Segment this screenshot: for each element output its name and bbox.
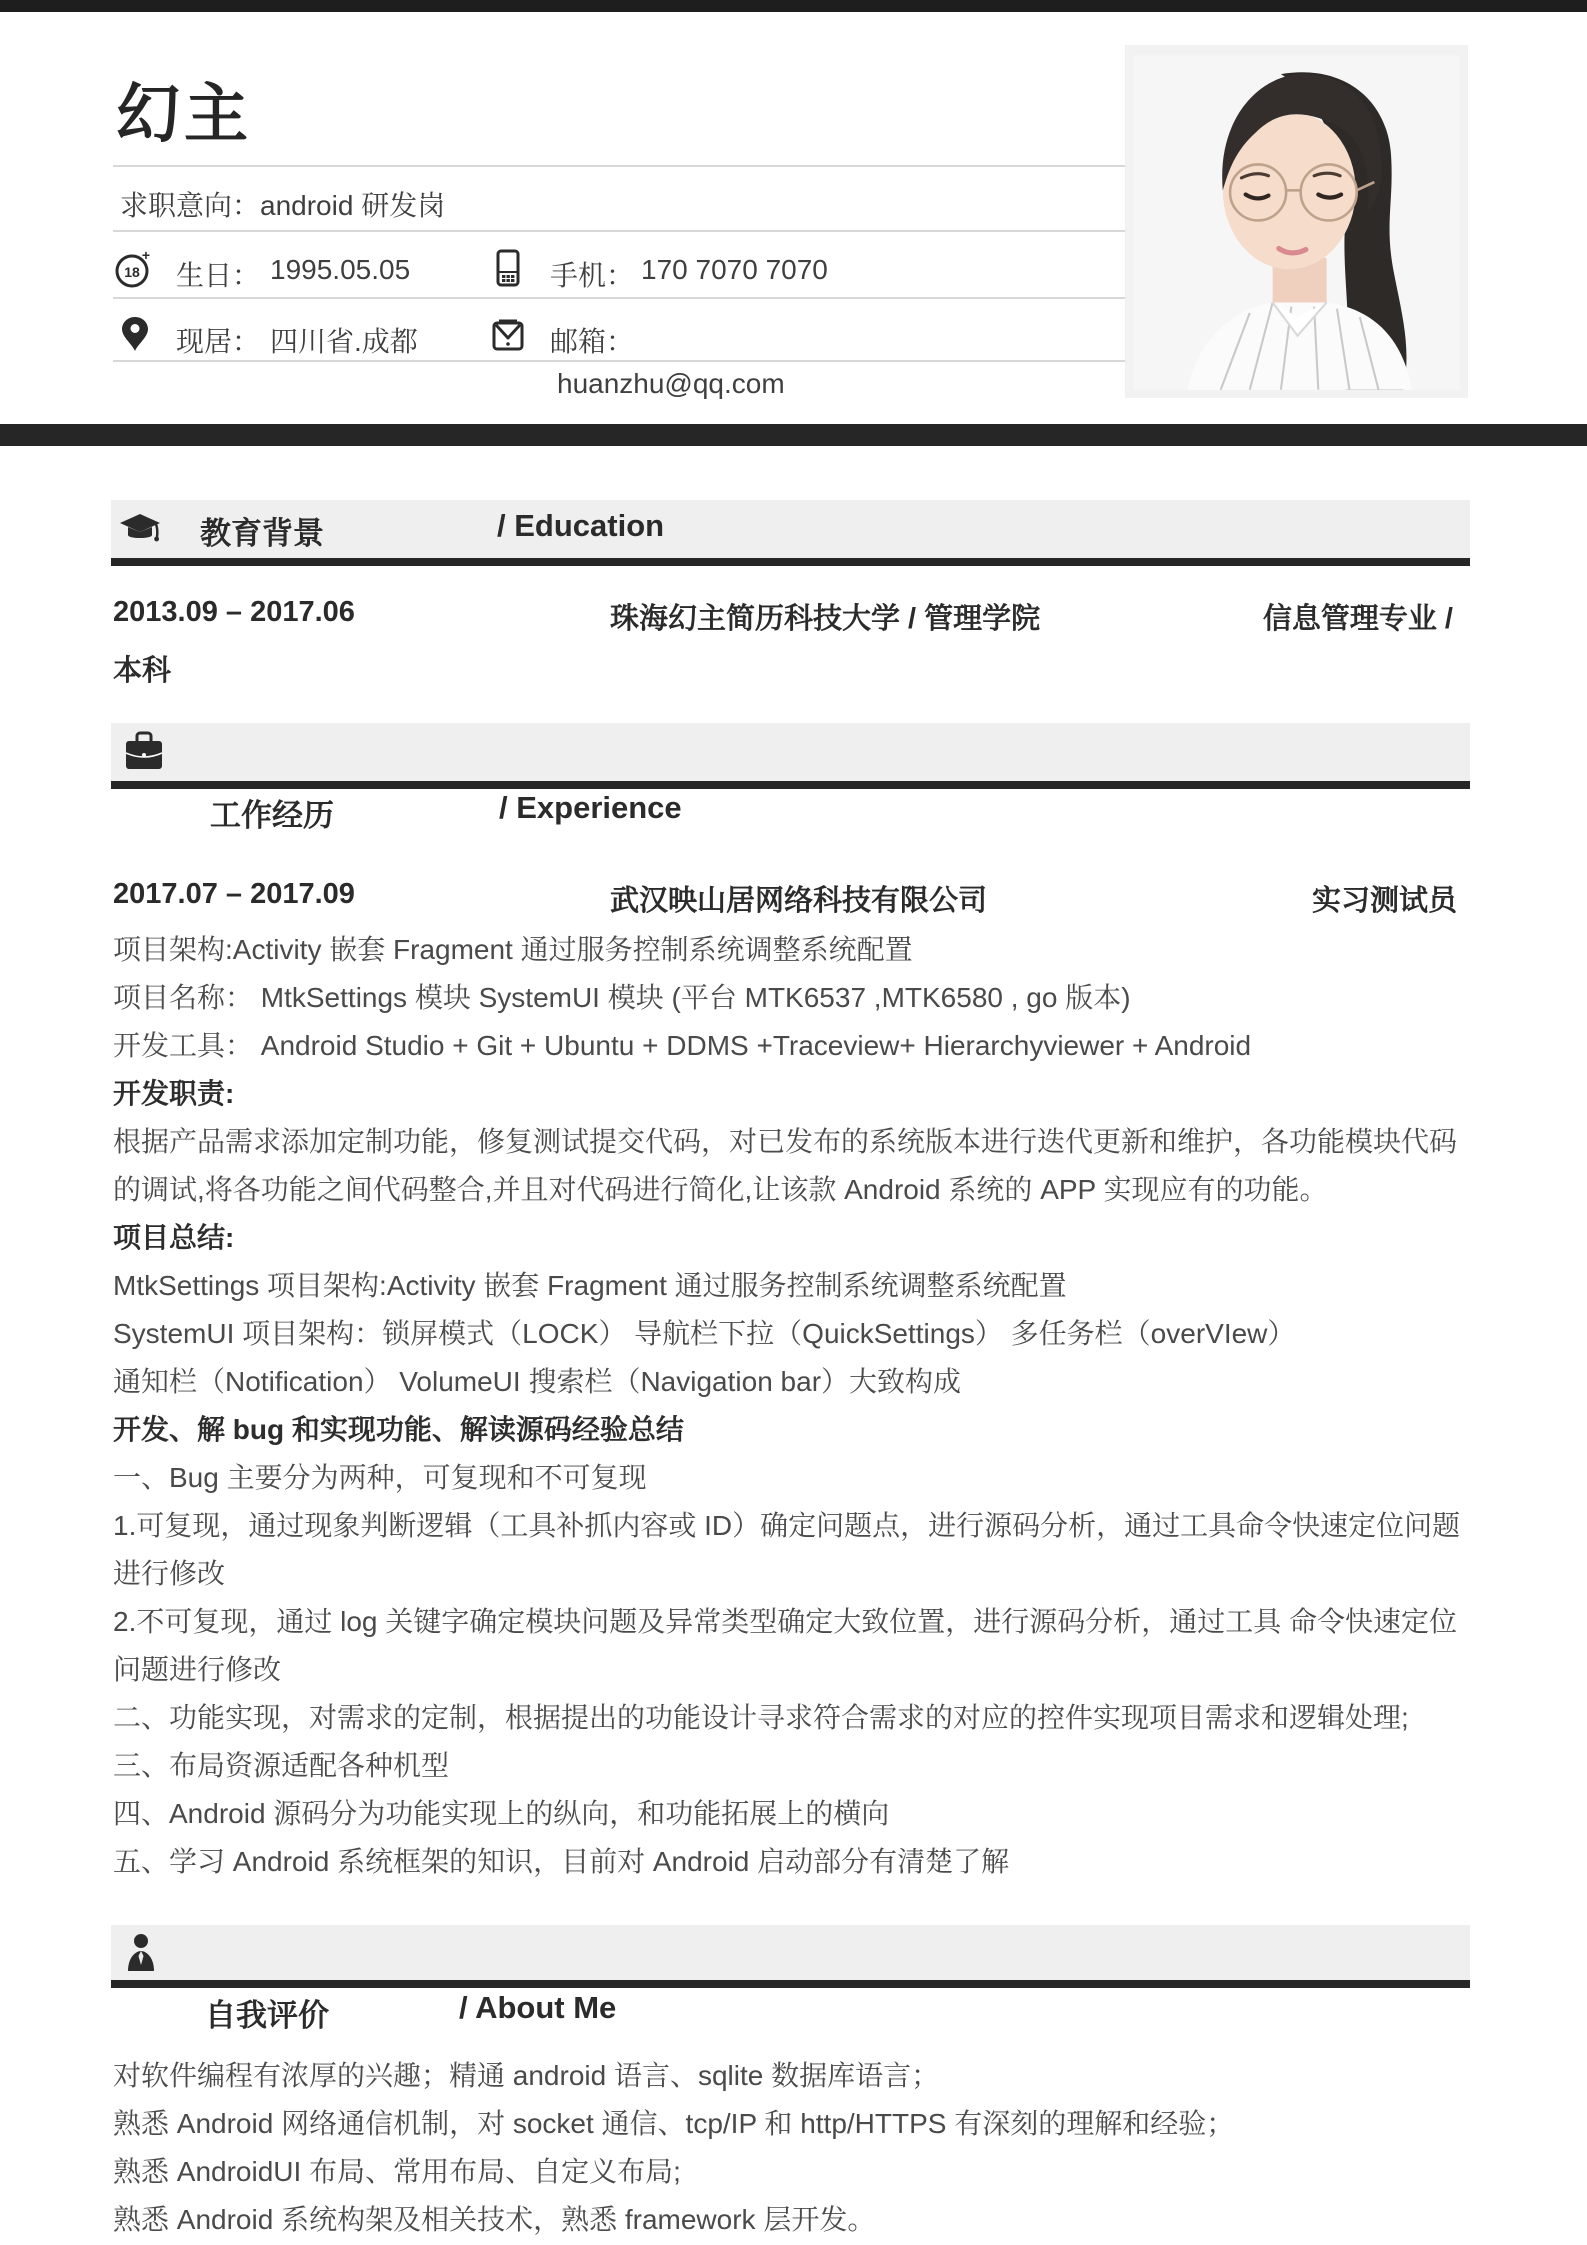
education-title-en: / Education (497, 508, 665, 543)
location-icon (115, 314, 155, 354)
residence-label: 现居： (176, 326, 261, 357)
svg-text:18: 18 (124, 264, 140, 280)
text-line: 熟悉 AndroidUI 布局、常用布局、自定义布局; (113, 2156, 681, 2187)
birthday-value: 1995.05.05 (270, 254, 411, 285)
text-line: 开发工具： Android Studio + Git + Ubuntu + DDMS +Traceview+ Hierarchyviewer + Android (113, 1030, 1252, 1061)
text-line: 熟悉 Android 网络通信机制，对 socket 通信、tcp/IP 和 http/HTTPS 有深刻的理解和经验； (113, 2108, 1235, 2139)
portrait-illustration (1125, 45, 1468, 398)
education-title-zh: 教育背景 (200, 516, 324, 551)
top-black-bar (0, 0, 1587, 12)
text-line: 开发职责: (113, 1078, 235, 1109)
about-underline (111, 1980, 1470, 1988)
experience-header-bar (111, 723, 1470, 781)
text-line: 2.不可复现，通过 log 关键字确定模块问题及异常类型确定大致位置，进行源码分析，通过工具 命令快速定位 (113, 1606, 1458, 1637)
job-intention-label: 求职意向： (120, 190, 261, 221)
svg-text:+: + (141, 250, 151, 263)
person-icon (124, 1931, 168, 1973)
experience-role: 实习测试员 (1311, 885, 1457, 917)
experience-underline (111, 781, 1470, 789)
text-line: 通知栏（Notification） VolumeUI 搜索栏（Navigation bar）大致构成 (113, 1366, 962, 1397)
text-line: MtkSettings 项目架构:Activity 嵌套 Fragment 通过服务控制系统调整系统配置 (113, 1270, 1067, 1301)
text-line: 对软件编程有浓厚的兴趣；精通 android 语言、sqlite 数据库语言； (113, 2060, 940, 2091)
mail-icon (488, 316, 528, 356)
experience-company: 武汉映山居网络科技有限公司 (610, 885, 988, 917)
birthday-label: 生日： (176, 260, 261, 291)
experience-details (113, 926, 1460, 1886)
text-line: 一、Bug 主要分为两种，可复现和不可复现 (113, 1462, 647, 1493)
text-line: 的调试,将各功能之间代码整合,并且对代码进行简化,让该款 Android 系统的 APP 实现应有的功能。 (113, 1174, 1328, 1205)
briefcase-icon (122, 731, 166, 773)
divider (113, 297, 1235, 299)
about-title-en: / About Me (459, 1990, 617, 2025)
age-18-icon (113, 250, 153, 290)
job-intention (120, 184, 445, 224)
phone-icon (488, 248, 528, 288)
education-underline (111, 558, 1470, 566)
divider (113, 360, 1235, 362)
text-line: 项目总结: (113, 1222, 235, 1253)
about-details (113, 2052, 1234, 2244)
text-line: SystemUI 项目架构：锁屏模式（LOCK） 导航栏下拉（QuickSettings） 多任务栏（overVIew） (113, 1318, 1296, 1349)
phone-value: 170 7070 7070 (641, 254, 828, 285)
text-line: 二、功能实现，对需求的定制，根据提出的功能设计寻求符合需求的对应的控件实现项目需求和逻辑处理; (113, 1702, 1409, 1733)
education-major: 信息管理专业 / (1262, 603, 1453, 635)
candidate-name: 幻主 (116, 78, 252, 150)
text-line: 熟悉 Android 系统构架及相关技术，熟悉 framework 层开发。 (113, 2204, 876, 2235)
text-line: 三、布局资源适配各种机型 (113, 1750, 450, 1781)
text-line: 根据产品需求添加定制功能，修复测试提交代码，对已发布的系统版本进行迭代更新和维护，各功能模块代码 (113, 1126, 1458, 1157)
divider (113, 165, 1235, 167)
section-divider-band (0, 424, 1587, 446)
education-degree: 本科 (113, 655, 172, 687)
text-line: 1.可复现，通过现象判断逻辑（工具补抓内容或 ID）确定问题点，进行源码分析，通过工具命令快速定位问题 (113, 1510, 1461, 1541)
text-line: 项目架构:Activity 嵌套 Fragment 通过服务控制系统调整系统配置 (113, 934, 913, 965)
graduation-cap-icon (118, 510, 162, 552)
profile-photo (1125, 45, 1468, 398)
residence-value: 四川省.成都 (270, 326, 418, 357)
job-intention-value: android 研发岗 (260, 190, 446, 221)
education-school: 珠海幻主简历科技大学 / 管理学院 (610, 603, 1041, 635)
text-line: 项目名称： MtkSettings 模块 SystemUI 模块 (平台 MTK6537 ,MTK6580 , go 版本) (113, 982, 1131, 1013)
text-line: 五、学习 Android 系统框架的知识，目前对 Android 启动部分有清楚了解 (113, 1846, 1010, 1877)
text-line: 进行修改 (113, 1558, 226, 1589)
text-line: 开发、解 bug 和实现功能、解读源码经验总结 (113, 1414, 684, 1445)
phone-label: 手机： (550, 260, 635, 291)
divider (113, 230, 1235, 232)
about-header-bar (111, 1925, 1470, 1980)
education-period: 2013.09 – 2017.06 (113, 596, 355, 628)
experience-period: 2017.07 – 2017.09 (113, 878, 355, 910)
text-line: 问题进行修改 (113, 1654, 282, 1685)
text-line: 四、Android 源码分为功能实现上的纵向，和功能拓展上的横向 (113, 1798, 890, 1829)
experience-title-en: / Experience (499, 790, 682, 825)
experience-title-zh: 工作经历 (210, 798, 334, 833)
email-label: 邮箱： (550, 326, 635, 357)
about-title-zh: 自我评价 (205, 1998, 329, 2033)
email-value: huanzhu@qq.com (557, 368, 785, 399)
